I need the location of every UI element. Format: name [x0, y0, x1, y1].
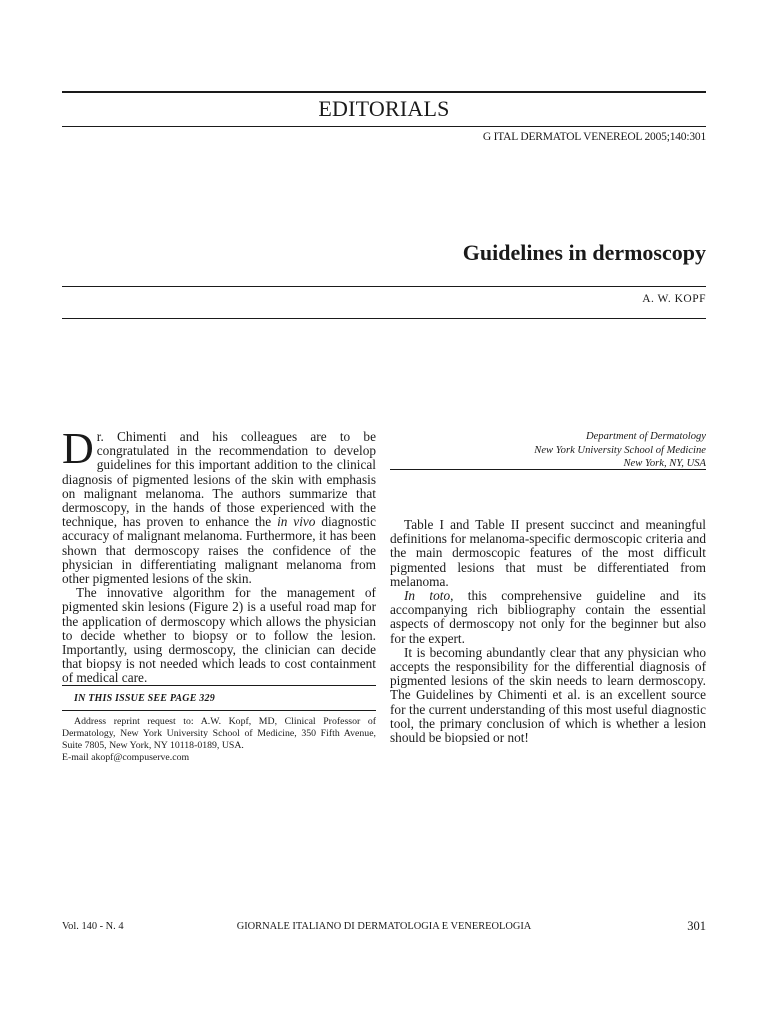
- author: A. W. KOPF: [642, 293, 706, 305]
- affiliation-line-3: New York, NY, USA: [623, 458, 706, 469]
- address-email: E-mail akopf@compuserve.com: [62, 752, 190, 764]
- see-page-bottom-rule: [62, 710, 376, 711]
- left-column-body: [62, 424, 376, 686]
- paragraph-4-text: , this comprehensive guideline and its accompanying rich bibliography contain the essential aspects of dermoscopy not only for the beginner but also for the expert.: [390, 588, 706, 646]
- right-column-body: [390, 518, 706, 745]
- drop-cap: D: [62, 424, 94, 473]
- affiliation-rule: [390, 469, 706, 470]
- author-rule: [62, 318, 706, 319]
- see-page-top-rule: [62, 685, 376, 686]
- title-rule: [62, 286, 706, 287]
- paragraph-1: [62, 424, 376, 587]
- affiliation-line-1: Department of Dermatology: [585, 431, 706, 442]
- paragraph-4: [390, 589, 706, 646]
- address-text: Address reprint request to: A.W. Kopf, MD, Clinical Professor of Dermatology, New York University School of Medicine, 350 Fifth Avenue, Suite 7805, New York, NY 10118-0189, USA.: [62, 716, 376, 752]
- paragraph-1-text-b: diagnostic accuracy of malignant melanoma. Furthermore, it has been shown that dermoscopy raises the confidence of the physician in differentiating malignant melanoma from other pigmented lesions of the skin.: [62, 514, 376, 587]
- article-title: Guidelines in dermoscopy: [462, 240, 706, 265]
- see-page-note: IN THIS ISSUE SEE PAGE 329: [74, 693, 215, 704]
- paragraph-1-italic: in vivo: [277, 514, 316, 530]
- affiliation-line-2: New York University School of Medicine: [534, 444, 706, 456]
- paragraph-1-text-a: r. Chimenti and his colleagues are to be congratulated in the recommendation to develop guidelines for this important addition to the clinical diagnosis of pigmented lesions of the skin with emphasis on malignant melanoma. The authors summarize that dermoscopy, in the hands of those experienced with the technique, has proven to enhance the: [62, 429, 376, 530]
- header-bottom-rule: [62, 126, 706, 127]
- header-top-rule: [62, 91, 706, 93]
- affiliation: [534, 430, 706, 471]
- reprint-address: [62, 716, 376, 764]
- section-title: EDITORIALS: [318, 96, 450, 121]
- footer-journal: GIORNALE ITALIANO DI DERMATOLOGIA E VENEREOLOGIA: [236, 921, 532, 932]
- paragraph-3: Table I and Table II present succinct and meaningful definitions for melanoma-specific dermoscopic criteria and the main dermoscopic features of the most difficult pigmented lesions that must be differentiated from melanoma.: [390, 517, 706, 589]
- citation: G ITAL DERMATOL VENEREOL 2005;140:301: [482, 131, 706, 143]
- paragraph-5: It is becoming abundantly clear that any physician who accepts the responsibility for the differential diagnosis of pigmented lesions of the skin needs to learn dermoscopy. The Guidelines by Chimenti et al. is an excellent source for the current understanding of this most useful diagnostic tool, the primary conclusion of which is whether a lesion should be biopsied or not!: [390, 644, 706, 746]
- paragraph-4-italic: In toto: [404, 588, 451, 604]
- paragraph-2: The innovative algorithm for the management of pigmented skin lesions (Figure 2) is a useful road map for the application of dermoscopy which allows the physician to decide whether to biopsy or to follow the lesion. Importantly, using dermoscopy, the clinician can decide that biopsy is not needed which leads to cost containment of medical care.: [62, 585, 376, 686]
- footer-page-number: 301: [687, 919, 706, 933]
- footer-volume: Vol. 140 - N. 4: [62, 921, 124, 932]
